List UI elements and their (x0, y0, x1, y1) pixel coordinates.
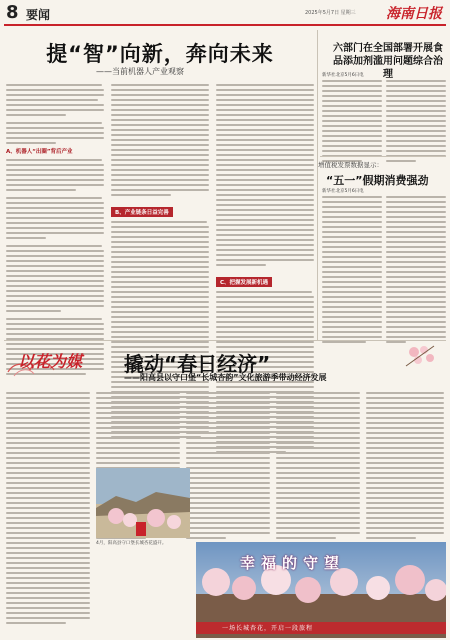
right-article-headline: “五一”假期消费强劲 (326, 174, 429, 187)
section-divider (4, 340, 446, 341)
feature-photo-title: 幸福的守望 (240, 554, 346, 572)
issue-date: 2025年5月7日 星期三 (305, 10, 356, 16)
apricot-blossom-icon (404, 342, 438, 368)
masthead: 海南日报 (386, 6, 442, 22)
lead-subheadline: ——当前机器人产业观察 (96, 67, 184, 76)
feature-column-5 (366, 392, 444, 542)
right-article-2-body (322, 188, 446, 346)
section-title: 要闻 (26, 8, 51, 22)
column-divider (317, 30, 318, 340)
lead-headline: 提“智”向新，奔向未来 (46, 42, 274, 66)
lead-subhead-3: C、把握发展新机遇 (216, 277, 272, 287)
lead-column-1 (6, 84, 104, 378)
feature-column-1 (6, 392, 90, 627)
page-number: 8 (6, 2, 19, 23)
feature-calligraphy: 以花为媒 (18, 352, 83, 371)
right-article-kicker: 增值税发票数据显示： (318, 161, 383, 169)
feature-photo-small (96, 468, 190, 538)
header-rule (4, 24, 446, 26)
feature-column-3 (186, 392, 270, 542)
feature-photo-caption: 4月，阳高县守口堡长城杏花盛开。 (96, 541, 167, 546)
feature-column-4 (276, 392, 360, 542)
lead-column-2 (111, 84, 209, 441)
right-article-2-byline: 新华社北京5月6日电 (322, 189, 364, 194)
right-divider (320, 156, 446, 157)
lead-subhead-2: B、产业链条日益完善 (111, 207, 173, 217)
page-header (0, 0, 450, 26)
lead-subhead-1: A、机器人“出圈”背后产业 (6, 149, 73, 155)
feature-subheadline: ——阳高县以守口堡“长城杏韵”文化旅游季带动经济发展 (124, 373, 327, 382)
right-article-1-byline: 新华社北京5月6日电 (322, 73, 364, 78)
feature-photo-band: 一场长城杏花，开启一段旅程 (222, 625, 314, 632)
right-article-title: 六部门在全国部署开展食品添加剂滥用问题综合治理 (333, 43, 443, 80)
feature-headline: 撬动“春日经济” (124, 352, 271, 376)
right-article-1-body (322, 72, 446, 165)
